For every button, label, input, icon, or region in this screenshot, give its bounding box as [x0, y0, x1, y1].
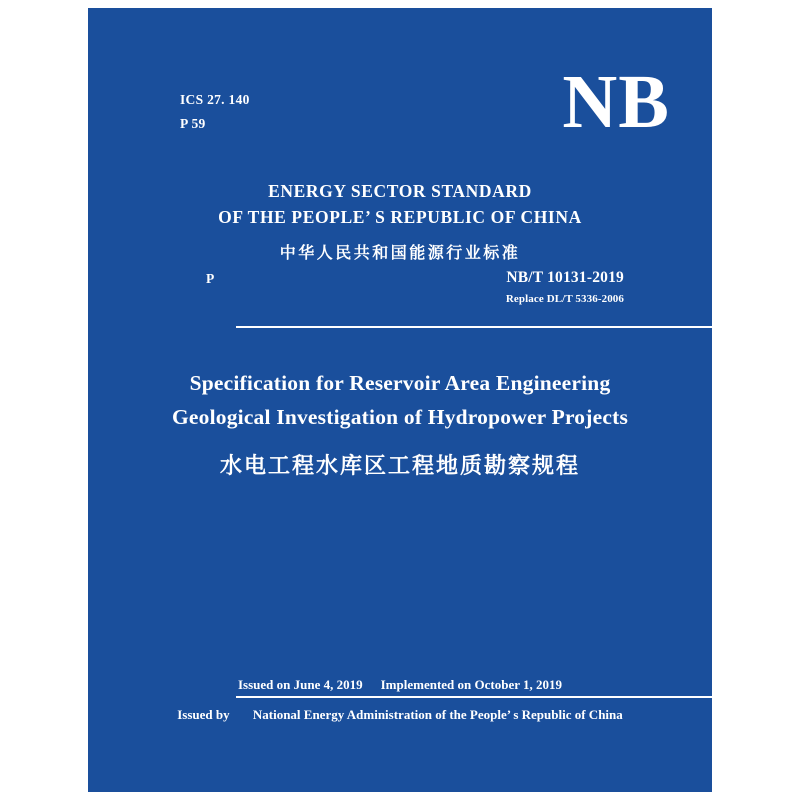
standard-number: NB/T 10131-2019 — [506, 269, 624, 286]
standard-number-block — [506, 269, 624, 305]
header-chinese: 中华人民共和国能源行业标准 — [279, 242, 521, 262]
header-line-2: OF THE PEOPLE’ S REPUBLIC OF CHINA — [218, 207, 582, 228]
date-row — [238, 677, 562, 693]
issued-date: Issued on June 4, 2019 — [238, 677, 363, 692]
standard-cover — [88, 8, 712, 792]
issuer-label: Issued by — [177, 707, 230, 722]
implemented-date: Implemented on October 1, 2019 — [380, 677, 562, 692]
classification-codes — [180, 88, 250, 135]
standard-number-row — [88, 271, 712, 317]
p-mark: P — [206, 271, 215, 286]
issuer-row — [88, 707, 712, 723]
category-code: P 59 — [180, 115, 206, 131]
issuer-name: National Energy Administration of the People’ s Republic of China — [252, 707, 623, 722]
issuing-body-header — [88, 178, 712, 263]
document-title — [88, 366, 712, 480]
title-english-line-1: Specification for Reservoir Area Engineering — [189, 371, 611, 395]
replaces-note: Replace DL/T 5336-2006 — [505, 293, 624, 305]
title-english-line-2: Geological Investigation of Hydropower Projects — [171, 405, 629, 430]
header-line-1: ENERGY SECTOR STANDARD — [268, 181, 532, 201]
ics-code: ICS 27. 140 — [180, 92, 250, 107]
nb-logo: NB — [562, 60, 670, 144]
divider-bottom — [236, 696, 740, 698]
title-chinese: 水电工程水库区工程地质勘察规程 — [219, 453, 580, 479]
divider-top — [236, 326, 740, 328]
